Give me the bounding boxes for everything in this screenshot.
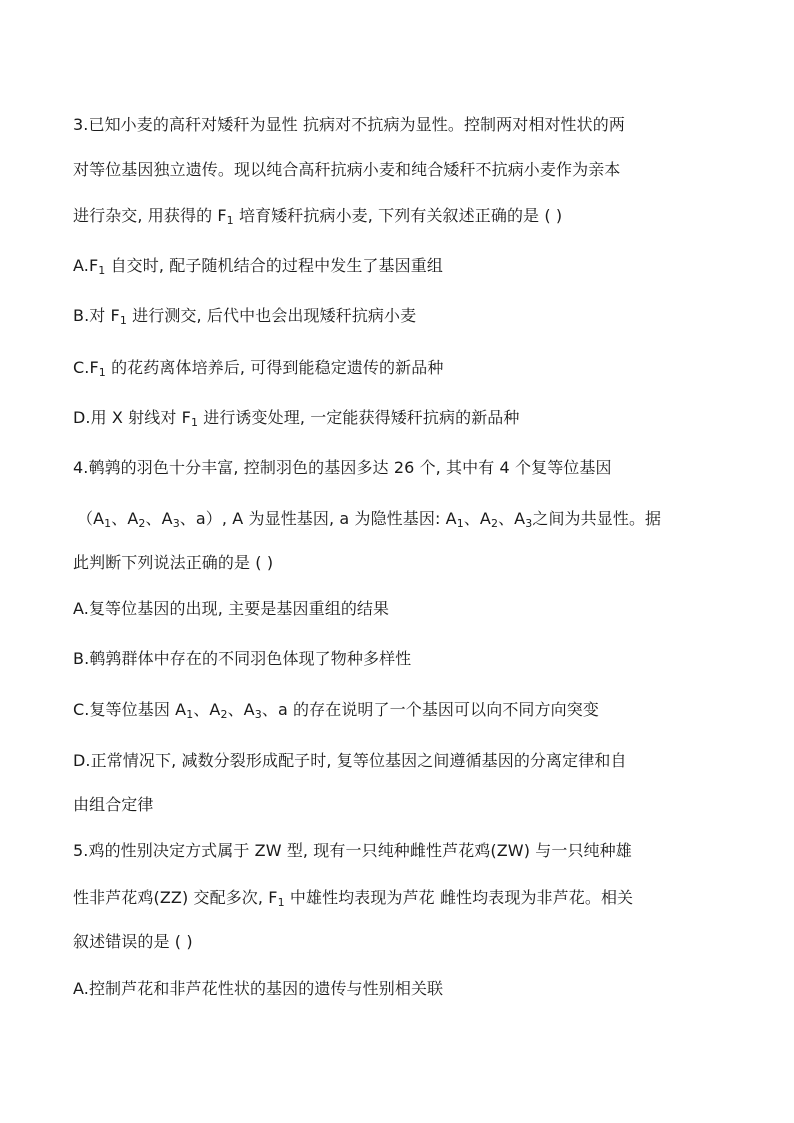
q5-stem-line-1: 5.鸡的性别决定方式属于 ZW 型, 现有一只纯种雌性芦花鸡(ZW) 与一只纯种雄 bbox=[73, 841, 632, 860]
q5-option-a: A.控制芦花和非芦花性状的基因的遗传与性别相关联 bbox=[73, 979, 444, 998]
q4-option-c: C.复等位基因 $A_1$、$A_2$、$A_3$、a 的存在说明了一个基因可以向不同方向突变 bbox=[73, 700, 599, 721]
q4-option-b: B.鹌鹑群体中存在的不同羽色体现了物种多样性 bbox=[73, 649, 412, 668]
q4-option-d-line-1: D.正常情况下, 减数分裂形成配子时, 复等位基因之间遵循基因的分离定律和自 bbox=[73, 751, 627, 770]
q3-stem-line-1: 3.已知小麦的高秆对矮秆为显性 抗病对不抗病为显性。控制两对相对性状的两 bbox=[73, 115, 625, 134]
q4-stem-line-2: （$A_1$、$A_2$、$A_3$、a）, A 为显性基因, a 为隐性基因: $A_1$、$A_2$、$A_3$之间为共显性。据 bbox=[77, 509, 662, 530]
q4-stem-line-3: 此判断下列说法正确的是 ( ) bbox=[73, 553, 274, 572]
q5-stem-line-2: 性非芦花鸡(ZZ) 交配多次, $F_1$ 中雄性均表现为芦花 雌性均表现为非芦花。相关 bbox=[73, 888, 634, 909]
q3-stem-line-3: 进行杂交, 用获得的 $F_1$ 培育矮秆抗病小麦, 下列有关叙述正确的是 ( ) bbox=[73, 206, 563, 227]
q3-option-c: $C.F_1$ 的花药离体培养后, 可得到能稳定遗传的新品种 bbox=[73, 358, 444, 379]
q3-option-b: B.对 $F_1$ 进行测交, 后代中也会出现矮秆抗病小麦 bbox=[73, 306, 417, 327]
q3-stem-line-2: 对等位基因独立遗传。现以纯合高秆抗病小麦和纯合矮秆不抗病小麦作为亲本 bbox=[73, 160, 621, 179]
q3-option-d: D.用 X 射线对 $F_1$ 进行诱变处理, 一定能获得矮秆抗病的新品种 bbox=[73, 408, 520, 429]
q3-option-a: $A.F_1$ 自交时, 配子随机结合的过程中发生了基因重组 bbox=[73, 256, 443, 277]
q5-stem-line-3: 叙述错误的是 ( ) bbox=[73, 932, 193, 951]
q4-option-a: A.复等位基因的出现, 主要是基因重组的结果 bbox=[73, 599, 390, 618]
q4-stem-line-1: 4.鹌鹑的羽色十分丰富, 控制羽色的基因多达 26 个, 其中有 4 个复等位基因 bbox=[73, 458, 612, 477]
q4-option-d-line-2: 由组合定律 bbox=[73, 795, 154, 814]
